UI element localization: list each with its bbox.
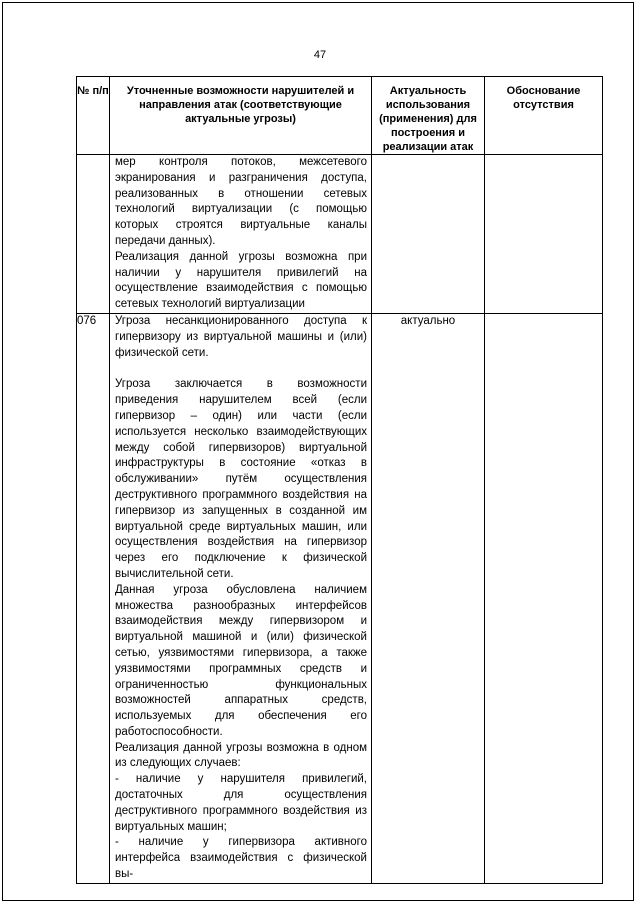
header-justification: Обоснование отсутствия xyxy=(485,77,603,155)
header-relevance: Актуальность использования (применения) для построения и реализации атак xyxy=(372,77,485,155)
row-number xyxy=(77,155,110,314)
row-paragraph: Реализация данной угрозы возможна при наличии у нарушителя привилегий на осуществление взаимодействия с помощью сетевых технологий виртуализации xyxy=(115,250,367,311)
paragraph-spacer xyxy=(115,361,367,377)
row-description xyxy=(110,313,372,883)
row-description xyxy=(110,155,372,314)
row-paragraph: мер контроля потоков, межсетевого экранирования и разграничения доступа, реализованных в отношении сетевых технологий виртуализации (с помощью которых строятся виртуальные каналы передачи данных). xyxy=(115,156,367,247)
row-number: 076 xyxy=(77,313,110,883)
row-relevance xyxy=(372,155,485,314)
row-paragraph: Реализация данной угрозы возможна в одном из следующих случаев: xyxy=(115,741,367,770)
row-justification xyxy=(485,313,603,883)
header-capability: Уточненные возможности нарушителей и направления атак (соответствующие актуальные угрозы) xyxy=(110,77,372,155)
row-paragraph: Данная угроза обусловлена наличием множества разнообразных интерфейсов взаимодействия между гипервизором и виртуальной машиной и (или) физической сетью, уязвимостями гипервизора, а также уязвимостями программных средств и ограниченностью функциональных возможностей аппаратных средств, используемых для обеспечения его работоспособности. xyxy=(115,583,367,738)
table-row xyxy=(77,313,603,883)
table-header-row xyxy=(77,77,603,155)
row-paragraph: Угроза несанкционированного доступа к гипервизору из виртуальной машины и (или) физической сети. xyxy=(115,314,367,359)
row-relevance: актуально xyxy=(372,313,485,883)
threats-table xyxy=(76,76,603,884)
row-paragraph: - наличие у гипервизора активного интерфейса взаимодействия с физической вы- xyxy=(115,836,367,881)
header-num: № п/п xyxy=(77,77,110,155)
row-paragraph: Угроза заключается в возможности приведения нарушителем всей (если гипервизор – один) или части (если используется несколько взаимодействующих между собой гипервизоров) виртуальной инфраструктуры в состояние «отказ в обслуживании» путём осуществления деструктивного программного воздействия на гипервизор из запущенных в созданной им виртуальной среде виртуальных машин, или осуществления воздействия на гипервизор через его подключение к физической вычислительной сети. xyxy=(115,378,367,580)
row-justification xyxy=(485,155,603,314)
table-row xyxy=(77,155,603,314)
row-paragraph: - наличие у нарушителя привилегий, достаточных для осуществления деструктивного программного воздействия из виртуальных машин; xyxy=(115,773,367,833)
page-number: 47 xyxy=(313,49,327,61)
